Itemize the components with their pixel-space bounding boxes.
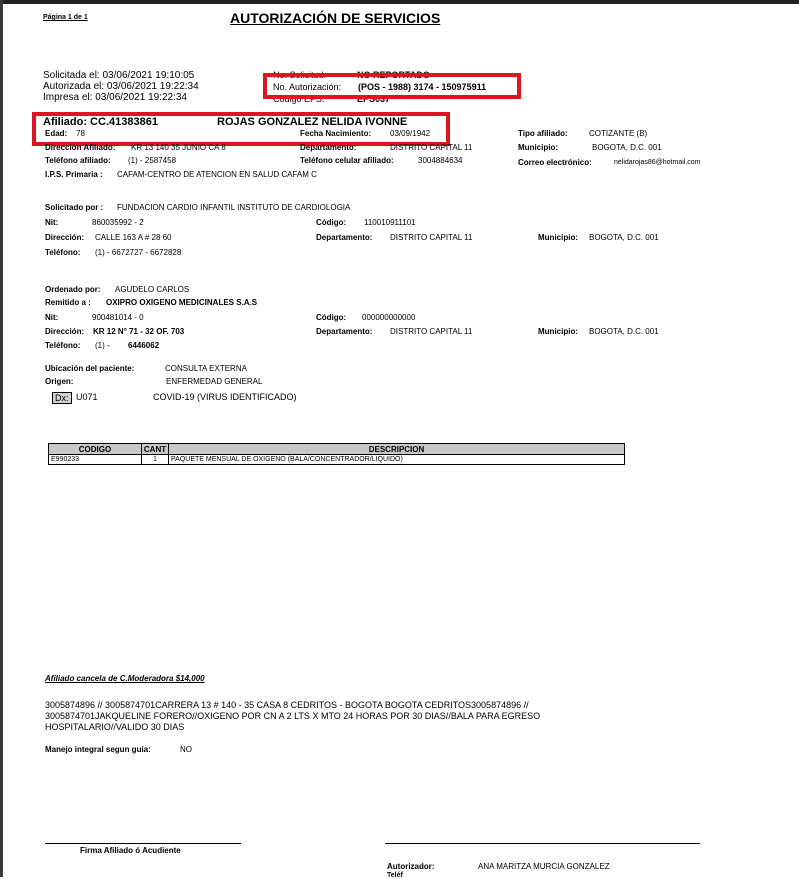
remitido-a-label: Remitido a : — [45, 298, 91, 307]
affiliate-name: ROJAS GONZALEZ NELIDA IVONNE — [217, 116, 408, 128]
remitido-direccion-label: Dirección: — [45, 327, 85, 336]
remitido-codigo-label: Código: — [316, 313, 347, 322]
ips-label: I.P.S. Primaria : — [45, 170, 103, 179]
row-descripcion: PAQUETE MENSUAL DE OXIGENO (BALA/CONCENTRADOR/LIQUIDO) — [169, 455, 625, 465]
tipo-afiliado-label: Tipo afiliado: — [518, 129, 568, 138]
remitido-nit-label: Nit: — [45, 313, 59, 322]
affiliate-highlight-box — [32, 112, 450, 146]
origen-label: Origen: — [45, 377, 74, 386]
services-table — [48, 443, 625, 465]
solicitante-direccion-label: Dirección: — [45, 233, 85, 242]
edad-label: Edad: — [45, 129, 68, 138]
row-codigo: E990233 — [49, 455, 142, 465]
ordenado-por-value: AGUDELO CARLOS — [115, 285, 190, 294]
municipio-afiliado-label: Municipio: — [518, 143, 558, 152]
municipio-afiliado-value: BOGOTA, D.C. 001 — [592, 143, 662, 152]
solicitud-label: No. Solicitud: — [273, 70, 327, 80]
solicitante-telefono-value: (1) - 6672727 - 6672828 — [95, 248, 182, 257]
copago-text: Afiliado cancela de C.Moderadora $14,000 — [45, 674, 205, 683]
remitido-telefono-label: Teléfono: — [45, 341, 81, 350]
correo-label: Correo electrónico: — [518, 158, 592, 167]
remitido-telefono-prefix: (1) - — [95, 341, 110, 350]
remitido-municipio-value: BOGOTA, D.C. 001 — [589, 327, 659, 336]
fecha-nacimiento-label: Fecha Nacimiento: — [300, 129, 372, 138]
correo-value: nelidarojas86@hotmail.com — [614, 159, 701, 166]
remitido-direccion-value: KR 12 N° 71 - 32 OF. 703 — [93, 327, 185, 336]
top-border — [0, 0, 799, 4]
affiliate-id: Afiliado: CC.41383861 — [43, 116, 158, 128]
celular-afiliado-label: Teléfono celular afiliado: — [300, 156, 394, 165]
telefono-afiliado-label: Teléfono afiliado: — [45, 156, 111, 165]
solicitante-departamento-value: DISTRITO CAPITAL 11 — [390, 233, 473, 242]
date-impresa: Impresa el: 03/06/2021 19:22:34 — [43, 92, 187, 103]
codigo-eps-value: EPS037 — [357, 94, 391, 104]
celular-afiliado-value: 3004884634 — [418, 156, 463, 165]
tipo-afiliado-value: COTIZANTE (B) — [589, 129, 648, 138]
left-border — [0, 0, 3, 877]
date-solicitada: Solicitada el: 03/06/2021 19:10:05 — [43, 70, 195, 81]
firma-signature-line — [45, 843, 241, 844]
page-number: Página 1 de 1 — [43, 14, 88, 21]
ubicacion-value: CONSULTA EXTERNA — [165, 364, 247, 373]
fecha-nacimiento-value: 03/09/1942 — [390, 129, 431, 138]
table-row — [49, 455, 625, 465]
table-header-row — [49, 444, 625, 455]
row-cant: 1 — [142, 455, 169, 465]
remitido-codigo-value: 000000000000 — [362, 313, 416, 322]
solicitante-telefono-label: Teléfono: — [45, 248, 81, 257]
ordenado-por-label: Ordenado por: — [45, 285, 101, 294]
solicitante-nit-value: 860035992 - 2 — [92, 218, 144, 227]
observaciones-line-2: 3005874701JAKQUELINE FORERO//OXIGENO POR CN A 2 LTS X MTO 24 HORAS POR 30 DIAS//BALA PARA EGRESO — [45, 711, 541, 721]
ips-value: CAFAM-CENTRO DE ATENCION EN SALUD CAFAM C — [117, 170, 317, 179]
solicitante-municipio-label: Municipio: — [538, 233, 578, 242]
header-cant: CANT — [142, 444, 169, 455]
direccion-afiliado-value: KR 13 140 35 JUNIO CA 8 — [131, 143, 226, 152]
autorizacion-label: No. Autorización: — [273, 82, 342, 92]
solicitante-municipio-value: BOGOTA, D.C. 001 — [589, 233, 659, 242]
origen-value: ENFERMEDAD GENERAL — [166, 377, 263, 386]
remitido-municipio-label: Municipio: — [538, 327, 578, 336]
solicitante-direccion-value: CALLE 163 A # 28 60 — [95, 233, 172, 242]
remitido-departamento-label: Departamento: — [316, 327, 373, 336]
document-title: AUTORIZACIÓN DE SERVICIOS — [230, 10, 441, 26]
edad-value: 78 — [76, 129, 85, 138]
solicitud-value: NO REPORTADO — [357, 70, 430, 80]
manejo-integral-label: Manejo integral segun guia: — [45, 745, 151, 754]
autorizador-label: Autorizador: — [387, 862, 435, 871]
header-descripcion: DESCRIPCION — [169, 444, 625, 455]
observaciones-line-3: HOSPITALARIO//VALIDO 30 DIAS — [45, 722, 185, 732]
remitido-nit-value: 900481014 - 0 — [92, 313, 144, 322]
header-codigo: CODIGO — [49, 444, 142, 455]
direccion-afiliado-label: Dirección Afiliado: — [45, 143, 116, 152]
authorization-highlight-box — [263, 73, 521, 99]
dx-label: Dx: — [52, 392, 72, 404]
solicitado-por-label: Solicitado por : — [45, 203, 104, 212]
autorizador-telefono-label: Teléf — [387, 872, 403, 879]
dx-code: U071 — [76, 392, 98, 402]
solicitado-por-value: FUNDACION CARDIO INFANTIL INSTITUTO DE CARDIOLOGIA — [117, 203, 351, 212]
autorizador-value: ANA MARITZA MURCIA GONZALEZ — [478, 862, 610, 871]
departamento-afiliado-label: Departamento: — [300, 143, 357, 152]
solicitante-nit-label: Nit: — [45, 218, 59, 227]
autorizador-signature-line — [385, 843, 700, 844]
remitido-departamento-value: DISTRITO CAPITAL 11 — [390, 327, 473, 336]
manejo-integral-value: NO — [180, 745, 192, 754]
firma-label: Firma Afiliado ó Acudiente — [80, 846, 181, 855]
ubicacion-label: Ubicación del paciente: — [45, 364, 135, 373]
remitido-telefono-value: 6446062 — [128, 341, 160, 350]
remitido-a-value: OXIPRO OXIGENO MEDICINALES S.A.S — [106, 298, 258, 307]
codigo-eps-label: Código EPS: — [273, 94, 325, 104]
dx-description: COVID-19 (VIRUS IDENTIFICADO) — [153, 392, 297, 402]
observaciones-line-1: 3005874896 // 3005874701CARRERA 13 # 140 - 35 CASA 8 CEDRITOS - BOGOTA BOGOTA CEDRITOS3005874896 // — [45, 700, 529, 710]
solicitante-codigo-label: Código: — [316, 218, 347, 227]
solicitante-codigo-value: 110010911101 — [364, 218, 416, 227]
telefono-afiliado-value: (1) - 2587458 — [128, 156, 177, 165]
solicitante-departamento-label: Departamento: — [316, 233, 373, 242]
date-autorizada: Autorizada el: 03/06/2021 19:22:34 — [43, 81, 199, 92]
autorizacion-value: (POS - 1988) 3174 - 150975911 — [358, 82, 487, 92]
departamento-afiliado-value: DISTRITO CAPITAL 11 — [390, 143, 473, 152]
